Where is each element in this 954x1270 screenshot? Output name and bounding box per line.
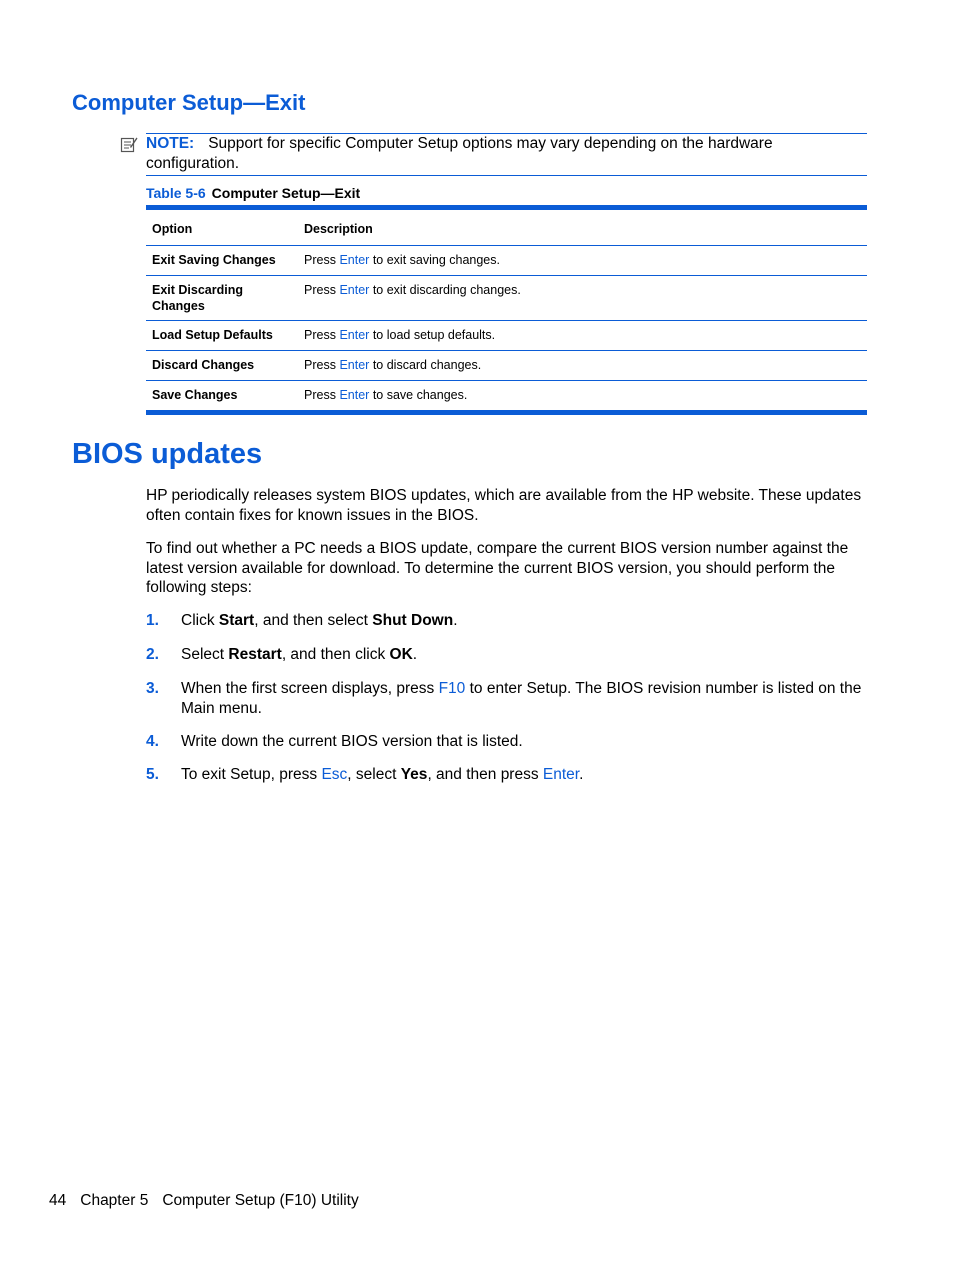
table-number: Table 5-6 <box>146 185 206 201</box>
description-cell <box>298 381 867 413</box>
option-cell: Exit Saving Changes <box>146 246 298 276</box>
step-item <box>146 679 868 718</box>
description-cell <box>298 351 867 381</box>
note-text: Support for specific Computer Setup options may vary depending on the hardware configuration. <box>146 135 773 172</box>
ui-term-restart: Restart <box>228 646 282 663</box>
step-text: Click <box>181 612 219 629</box>
step-number: 3. <box>146 680 159 697</box>
desc-post: to exit discarding changes. <box>372 283 521 297</box>
step-text: . <box>412 646 418 663</box>
step-text: Write down the current BIOS version that is listed. <box>181 733 523 750</box>
table-row <box>146 321 867 351</box>
table-row <box>146 351 867 381</box>
key-enter: Enter <box>339 283 370 297</box>
desc-post: to discard changes. <box>372 358 482 372</box>
note-label: NOTE: <box>146 135 195 152</box>
description-cell <box>298 276 867 321</box>
key-esc: Esc <box>321 766 348 783</box>
page-number: 44 <box>49 1192 67 1209</box>
step-number: 4. <box>146 733 159 750</box>
table-title: Computer Setup—Exit <box>211 185 361 201</box>
step-text: To exit Setup, press <box>181 766 322 783</box>
step-text: Select <box>181 646 229 663</box>
description-cell <box>298 321 867 351</box>
desc-post: to save changes. <box>372 388 468 402</box>
bios-updates-heading: BIOS updates <box>72 438 263 470</box>
ui-term-ok: OK <box>389 646 413 663</box>
option-cell: Discard Changes <box>146 351 298 381</box>
table-row <box>146 381 867 413</box>
desc-pre: Press <box>304 283 336 297</box>
step-number: 1. <box>146 612 159 629</box>
exit-options-table <box>146 205 867 415</box>
desc-pre: Press <box>304 328 336 342</box>
option-cell: Save Changes <box>152 388 238 402</box>
step-text: . <box>579 766 584 783</box>
column-header-description: Description <box>298 208 867 246</box>
desc-pre: Press <box>304 388 336 402</box>
note-box <box>146 133 867 176</box>
table-header-row <box>146 208 867 246</box>
step-text: , and then press <box>427 766 543 783</box>
key-enter: Enter <box>339 253 370 267</box>
step-text: , select <box>347 766 401 783</box>
step-text: to enter Setup. The BIOS revision number is listed on the Main menu. <box>181 680 862 717</box>
bios-steps-intro-paragraph: To find out whether a PC needs a BIOS update, compare the current BIOS version number against the latest version available for download. To determine the current BIOS version, you should perform the following steps: <box>146 540 849 596</box>
option-cell: Load Setup Defaults <box>146 321 298 351</box>
option-cell: Exit Discarding Changes <box>146 276 298 321</box>
step-item <box>146 611 868 631</box>
step-text: . <box>453 612 458 629</box>
step-number: 2. <box>146 646 159 663</box>
table-row <box>146 276 867 321</box>
section-title: Computer Setup—Exit <box>72 90 306 115</box>
step-text: , and then select <box>254 612 373 629</box>
description-cell <box>298 246 867 276</box>
key-enter: Enter <box>339 388 370 402</box>
table-row <box>146 246 867 276</box>
step-text: , and then click <box>281 646 390 663</box>
desc-post: to exit saving changes. <box>372 253 500 267</box>
ui-term-shut-down: Shut Down <box>372 612 454 629</box>
key-enter: Enter <box>542 766 580 783</box>
key-f10: F10 <box>438 680 466 697</box>
desc-pre: Press <box>304 358 336 372</box>
step-number: 5. <box>146 766 159 783</box>
ui-term-start: Start <box>218 612 255 629</box>
bios-intro-paragraph: HP periodically releases system BIOS updates, which are available from the HP website. These updates often contain fixes for known issues in the BIOS. <box>146 487 862 524</box>
page-footer <box>49 1192 373 1210</box>
ui-term-yes: Yes <box>400 766 428 783</box>
footer-chapter: Chapter 5 <box>80 1192 149 1209</box>
step-item <box>146 645 868 665</box>
desc-pre: Press <box>304 253 336 267</box>
desc-post: to load setup defaults. <box>372 328 496 342</box>
footer-chapter-title: Computer Setup (F10) Utility <box>162 1192 359 1209</box>
column-header-option: Option <box>146 208 298 246</box>
table-caption <box>146 185 360 201</box>
key-enter: Enter <box>339 328 370 342</box>
step-text: When the first screen displays, press <box>181 680 439 697</box>
key-enter: Enter <box>339 358 370 372</box>
step-item <box>146 732 868 752</box>
step-item <box>146 765 868 785</box>
note-icon <box>120 135 138 153</box>
